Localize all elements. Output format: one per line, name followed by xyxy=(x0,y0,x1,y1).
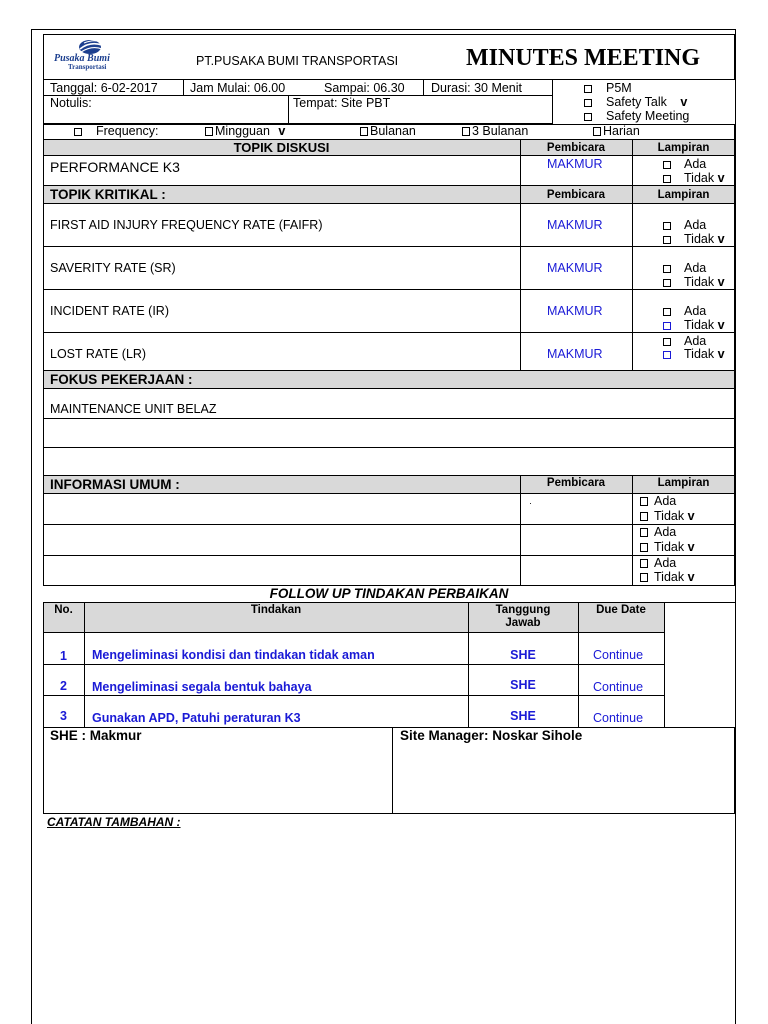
pembicara-value: MAKMUR xyxy=(547,157,603,171)
notulis-field: Notulis: xyxy=(50,96,92,110)
lampiran-tidak-option[interactable]: Tidak v xyxy=(663,171,725,185)
col-tindakan-header: Tindakan xyxy=(250,604,302,616)
kritikal-pembicara: MAKMUR xyxy=(547,218,603,232)
topik-kritikal-heading: TOPIK KRITIKAL : xyxy=(50,187,166,202)
row-divider xyxy=(43,524,735,525)
col-tanggung-header: Tanggung Jawab xyxy=(495,604,551,629)
lampiran-tidak-option[interactable]: Tidak v xyxy=(663,232,725,246)
col-due-header: Due Date xyxy=(596,604,646,616)
row-no: 1 xyxy=(60,649,67,663)
jam-mulai-field: Jam Mulai: 06.00 xyxy=(190,81,286,95)
pembicara-dot: · xyxy=(529,498,532,508)
pembicara-header: Pembicara xyxy=(546,142,606,154)
lampiran-ada-option[interactable]: Ada xyxy=(663,304,706,318)
lampiran-header: Lampiran xyxy=(657,477,710,489)
col-no-header: No. xyxy=(54,604,73,616)
company-logo xyxy=(50,38,138,74)
check-mark: v xyxy=(717,275,725,289)
row-divider xyxy=(43,555,735,556)
lampiran-tidak-option[interactable]: Tidak v xyxy=(663,275,725,289)
check-mark: v xyxy=(717,318,725,332)
row-divider xyxy=(43,418,735,419)
check-mark: v xyxy=(717,232,725,246)
divider xyxy=(520,476,521,586)
lampiran-ada-option[interactable]: Ada xyxy=(663,157,706,171)
check-mark: v xyxy=(278,124,286,138)
checkbox-icon xyxy=(663,265,671,273)
kritikal-topic: SAVERITY RATE (SR) xyxy=(50,261,176,275)
row-divider xyxy=(43,664,665,665)
row-pj: SHE xyxy=(510,678,536,692)
checkbox-icon xyxy=(663,351,671,359)
row-divider xyxy=(43,632,665,633)
check-mark: v xyxy=(680,95,688,109)
row-pj: SHE xyxy=(510,709,536,723)
checkbox-icon xyxy=(462,127,470,136)
row-due: Continue xyxy=(593,711,644,725)
frequency-option-mingguan[interactable]: Mingguan v xyxy=(205,124,285,138)
topik-diskusi-heading: TOPIK DISKUSI xyxy=(233,140,330,155)
lampiran-ada-option[interactable]: Ada xyxy=(640,494,676,508)
lampiran-ada-option[interactable]: Ada xyxy=(663,334,706,348)
kritikal-topic: FIRST AID INJURY FREQUENCY RATE (FAIFR) xyxy=(50,218,323,232)
checkbox-icon xyxy=(663,222,671,230)
logo-line2: Transportasi xyxy=(68,63,107,71)
company-name: PT.PUSAKA BUMI TRANSPORTASI xyxy=(196,54,399,68)
lampiran-ada-option[interactable]: Ada xyxy=(640,556,676,570)
lampiran-header: Lampiran xyxy=(657,189,710,201)
frequency-option-bulanan[interactable]: Bulanan xyxy=(360,124,416,138)
lampiran-tidak-option[interactable]: Tidak v xyxy=(663,318,725,332)
check-mark: v xyxy=(687,540,695,554)
kritikal-pembicara: MAKMUR xyxy=(547,304,603,318)
divider xyxy=(632,476,633,586)
check-mark: v xyxy=(717,171,725,185)
kritikal-pembicara: MAKMUR xyxy=(547,347,603,361)
fokus-item: MAINTENANCE UNIT BELAZ xyxy=(50,402,217,416)
kritikal-topic: INCIDENT RATE (IR) xyxy=(50,304,169,318)
divider xyxy=(632,186,633,371)
tempat-field: Tempat: Site PBT xyxy=(293,96,391,110)
checkbox-icon xyxy=(584,113,592,121)
lampiran-header: Lampiran xyxy=(657,142,710,154)
lampiran-ada-option[interactable]: Ada xyxy=(663,218,706,232)
row-divider xyxy=(43,289,735,290)
checkbox-icon xyxy=(663,322,671,330)
row-divider xyxy=(43,447,735,448)
row-divider xyxy=(43,332,735,333)
checkbox-icon xyxy=(640,497,648,506)
row-divider xyxy=(43,246,735,247)
checkbox-icon xyxy=(663,279,671,287)
row-divider xyxy=(43,695,665,696)
divider xyxy=(288,95,289,124)
checkbox-icon xyxy=(640,573,648,582)
checkbox-icon xyxy=(593,127,601,136)
row-tindakan: Mengeliminasi segala bentuk bahaya xyxy=(92,680,312,694)
row-tindakan: Mengeliminasi kondisi dan tindakan tidak aman xyxy=(92,648,375,662)
checkbox-icon xyxy=(663,161,671,169)
type-option-safety-meeting[interactable]: Safety Meeting xyxy=(584,109,689,123)
site-manager-label: Site Manager: Noskar Sihole xyxy=(400,728,583,743)
check-mark: v xyxy=(717,347,725,361)
tanggal-field: Tanggal: 6-02-2017 xyxy=(50,81,158,95)
row-no: 3 xyxy=(60,709,67,723)
lampiran-tidak-option[interactable]: Tidak v xyxy=(640,540,695,554)
checkbox-icon xyxy=(584,85,592,93)
divider xyxy=(578,603,579,727)
checkbox-icon xyxy=(663,338,671,346)
page-title: MINUTES MEETING xyxy=(466,45,701,71)
checkbox-icon xyxy=(640,528,648,537)
pembicara-header: Pembicara xyxy=(546,477,606,489)
lampiran-ada-option[interactable]: Ada xyxy=(640,525,676,539)
pembicara-header: Pembicara xyxy=(546,189,606,201)
checkbox-icon xyxy=(663,236,671,244)
lampiran-tidak-option[interactable]: Tidak v xyxy=(640,570,695,584)
frequency-label: Frequency: xyxy=(74,124,159,138)
type-option-safety-talk[interactable]: Safety Talk v xyxy=(584,95,687,109)
she-signature-label: SHE : Makmur xyxy=(50,728,142,743)
catatan-tambahan-label: CATATAN TAMBAHAN : xyxy=(47,815,181,829)
row-pj: SHE xyxy=(510,648,536,662)
bullet-icon xyxy=(74,128,82,136)
divider xyxy=(183,80,184,95)
check-mark: v xyxy=(687,509,695,523)
row-no: 2 xyxy=(60,679,67,693)
row-due: Continue xyxy=(593,648,644,662)
check-mark: v xyxy=(687,570,695,584)
divider xyxy=(423,80,424,95)
checkbox-icon xyxy=(640,559,648,568)
type-option-p5m[interactable]: P5M xyxy=(584,81,632,95)
frequency-option-3-bulanan[interactable]: 3 Bulanan xyxy=(462,124,528,138)
frequency-option-harian[interactable]: Harian xyxy=(593,124,640,138)
topik-diskusi-item: PERFORMANCE K3 xyxy=(50,159,180,175)
row-due: Continue xyxy=(593,680,644,694)
kritikal-topic: LOST RATE (LR) xyxy=(50,347,147,361)
logo-line1: Pusaka Bumi xyxy=(54,53,110,64)
checkbox-icon xyxy=(584,99,592,107)
fokus-heading: FOKUS PEKERJAAN : xyxy=(50,372,193,387)
checkbox-icon xyxy=(663,175,671,183)
follow-up-title: FOLLOW UP TINDAKAN PERBAIKAN xyxy=(269,586,509,601)
checkbox-icon xyxy=(663,308,671,316)
kritikal-pembicara: MAKMUR xyxy=(547,261,603,275)
lampiran-tidak-option[interactable]: Tidak v xyxy=(663,347,725,361)
durasi-field: Durasi: 30 Menit xyxy=(431,81,523,95)
checkbox-icon xyxy=(360,127,368,136)
checkbox-icon xyxy=(640,512,648,521)
checkbox-icon xyxy=(205,127,213,136)
informasi-heading: INFORMASI UMUM : xyxy=(50,477,180,492)
lampiran-ada-option[interactable]: Ada xyxy=(663,261,706,275)
divider xyxy=(520,186,521,371)
lampiran-tidak-option[interactable]: Tidak v xyxy=(640,509,695,523)
sampai-field: Sampai: 06.30 xyxy=(324,81,405,95)
row-tindakan: Gunakan APD, Patuhi peraturan K3 xyxy=(92,711,301,725)
checkbox-icon xyxy=(640,543,648,552)
divider xyxy=(84,603,85,727)
